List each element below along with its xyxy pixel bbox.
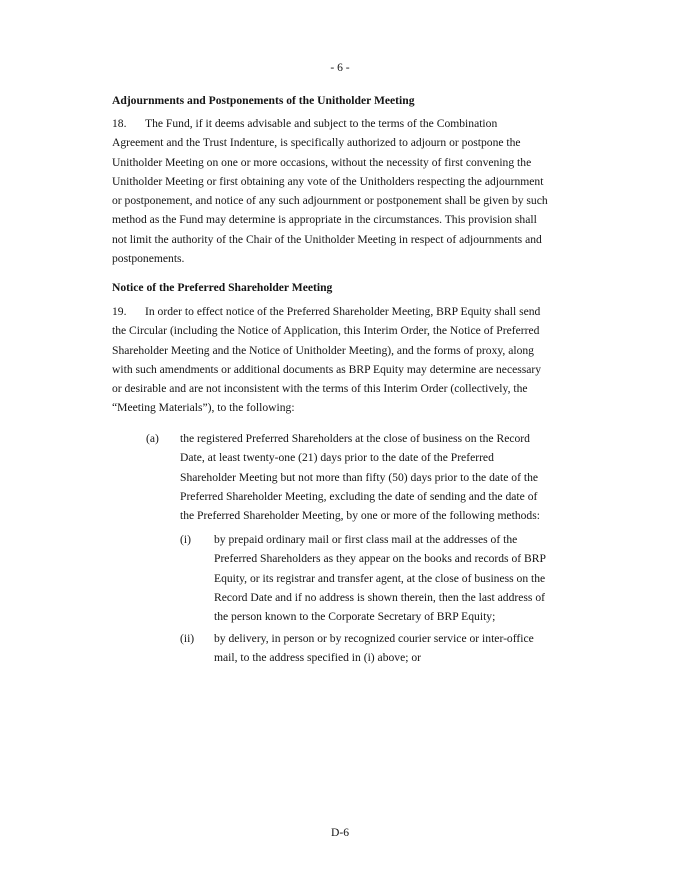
subitem-ii-text — [214, 629, 544, 668]
item-line: Date, at least twenty-one (21) days prior to the date of the Preferred — [180, 451, 494, 465]
paragraph-line: not limit the authority of the Chair of the Unitholder Meeting in respect of adjournments and — [112, 232, 542, 246]
item-line: Preferred Shareholder Meeting, excluding the date of sending and the date of — [180, 489, 538, 503]
paragraph-line: the Circular (including the Notice of Application, this Interim Order, the Notice of Preferred — [112, 324, 540, 338]
item-line: by delivery, in person or by recognized courier service or inter-office — [214, 632, 534, 645]
item-line: the Preferred Shareholder Meeting, by one or more of the following methods: — [180, 509, 540, 522]
paragraph-line: “Meeting Materials”), to the following: — [112, 401, 295, 415]
item-line: mail, to the address specified in (i) above; or — [214, 651, 422, 665]
item-line: Record Date and if no address is shown therein, then the last address of — [214, 590, 545, 604]
paragraph-line: Shareholder Meeting and the Notice of Unitholder Meeting), and the forms of proxy, along — [112, 343, 534, 357]
item-line: Shareholder Meeting but not more than fifty (50) days prior to the date of the — [180, 470, 539, 484]
page-number: - 6 - — [330, 61, 350, 74]
paragraph-19 — [112, 302, 542, 418]
subitem-i-label: (i) — [180, 533, 191, 546]
paragraph-line: 19. In order to effect notice of the Preferred Shareholder Meeting, BRP Equity shall send — [112, 302, 542, 321]
paragraph-line: with such amendments or additional documents as BRP Equity may determine are necessary — [112, 362, 542, 376]
page-footer-label: D-6 — [330, 826, 350, 839]
section-heading-notice: Notice of the Preferred Shareholder Meeting — [112, 281, 333, 294]
item-a-text — [180, 429, 540, 525]
paragraph-line: Unitholder Meeting or first obtaining any vote of the Unitholders respecting the adjournment — [112, 174, 544, 188]
item-line: by prepaid ordinary mail or first class mail at the addresses of the — [214, 533, 518, 546]
item-line: Equity, or its registrar and transfer agent, at the close of business on the — [214, 571, 546, 585]
paragraph-line: or postponement, and notice of any such adjournment or postponement shall be given by such — [112, 194, 548, 207]
paragraph-line: method as the Fund may determine is appropriate in the circumstances. This provision shall — [112, 213, 537, 227]
item-line: Preferred Shareholders as they appear on the books and records of BRP — [214, 552, 546, 566]
paragraph-18 — [112, 114, 548, 268]
paragraph-line: 18. The Fund, if it deems advisable and subject to the terms of the Combination — [112, 114, 542, 133]
paragraph-line: postponements. — [112, 251, 185, 265]
item-a-label: (a) — [146, 432, 159, 445]
paragraph-number: 19. — [112, 305, 127, 318]
paragraph-number: 18. — [112, 117, 127, 130]
paragraph-line: Agreement and the Trust Indenture, is specifically authorized to adjourn or postpone the — [112, 136, 521, 150]
paragraph-line: or desirable and are not inconsistent with the terms of this Interim Order (collectively, the — [112, 382, 528, 395]
subitem-ii-label: (ii) — [180, 632, 195, 645]
subitem-i-text — [214, 530, 544, 626]
item-line: the person known to the Corporate Secretary of BRP Equity; — [214, 610, 496, 623]
item-line: the registered Preferred Shareholders at the close of business on the Record — [180, 432, 530, 445]
section-heading-adjournments: Adjournments and Postponements of the Unitholder Meeting — [112, 94, 415, 107]
paragraph-line: Unitholder Meeting on one or more occasions, without the necessity of first convening the — [112, 155, 532, 169]
